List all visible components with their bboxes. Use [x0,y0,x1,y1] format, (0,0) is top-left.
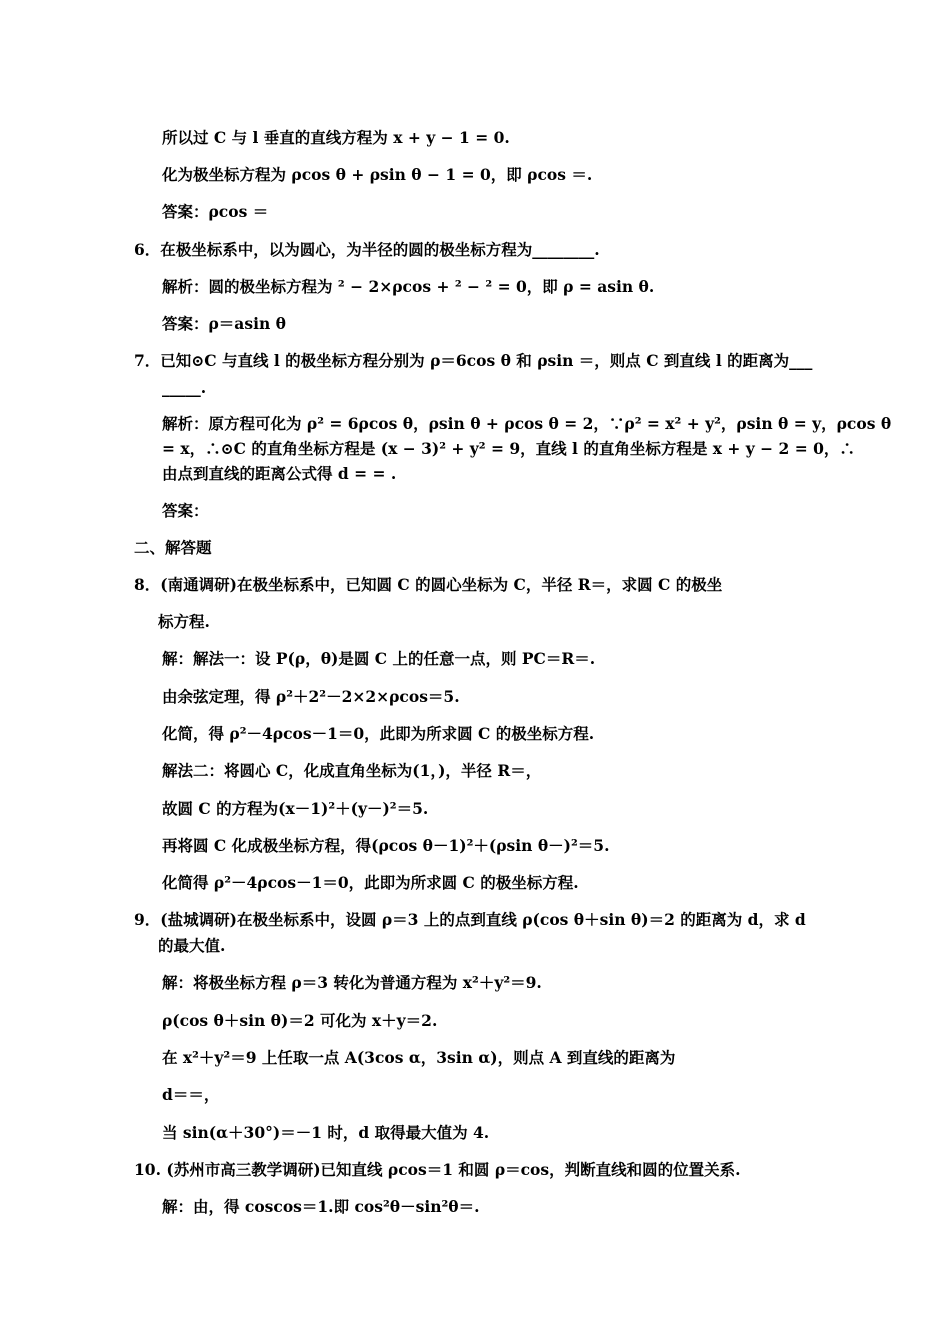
text-line: 解：将极坐标方程 ρ＝3 转化为普通方程为 x²＋y²＝9. [162,973,542,992]
text-line: 解析：圆的极坐标方程为 ² − 2×ρcos + ² − ² = 0，即 ρ = asin θ. [162,277,655,296]
text-line: 化简得 ρ²－4ρcos－1＝0，此即为所求圆 C 的极坐标方程. [162,873,579,892]
text-line: 7．已知⊙C 与直线 l 的极坐标方程分别为 ρ＝6cos θ 和 ρsin ＝，则点 C 到直线 l 的距离为___ [134,351,813,370]
text-line: 在 x²＋y²＝9 上任取一点 A(3cos α，3sin α)，则点 A 到直线的距离为 [162,1048,676,1067]
text-line: 所以过 C 与 l 垂直的直线方程为 x + y − 1 = 0. [162,128,510,147]
text-line: 由点到直线的距离公式得 d = = . [162,464,397,483]
text-line: 答案：ρcos ＝ [162,202,269,221]
text-line: 标方程. [158,612,210,631]
text-line: 二、解答题 [134,538,212,557]
text-line: 再将圆 C 化成极坐标方程，得(ρcos θ－1)²＋(ρsin θ－)²＝5. [162,836,610,855]
text-line: d＝＝， [162,1085,220,1104]
text-line: 化简，得 ρ²－4ρcos－1＝0，此即为所求圆 C 的极坐标方程. [162,724,595,743]
text-line: 故圆 C 的方程为(x－1)²＋(y－)²＝5. [162,799,429,818]
text-line: 由余弦定理，得 ρ²＋2²－2×2×ρcos＝5. [162,687,460,706]
text-line: 10. (苏州市高三教学调研)已知直线 ρcos＝1 和圆 ρ＝cos，判断直线和圆的位置关系. [134,1160,741,1179]
text-line: 当 sin(α＋30°)＝－1 时，d 取得最大值为 4. [162,1123,490,1142]
text-line: 的最大值. [158,936,226,955]
text-line: 解：由，得 coscos＝1.即 cos²θ－sin²θ＝. [162,1197,480,1216]
text-line: = x，∴⊙C 的直角坐标方程是 (x − 3)² + y² = 9，直线 l 的直角坐标方程是 x + y − 2 = 0，∴ [162,439,855,458]
text-line: 解析：原方程可化为 ρ² = 6ρcos θ，ρsin θ + ρcos θ = 2，∵ρ² = x² + y²，ρsin θ = y，ρcos θ [162,414,892,433]
text-line: 答案： [162,501,209,520]
text-line: ρ(cos θ＋sin θ)＝2 可化为 x＋y＝2. [162,1011,438,1030]
text-line: 化为极坐标方程为 ρcos θ + ρsin θ − 1 = 0，即 ρcos ＝. [162,165,593,184]
text-line: _____. [162,378,207,397]
text-line: 9．(盐城调研)在极坐标系中，设圆 ρ＝3 上的点到直线 ρ(cos θ＋sin θ)＝2 的距离为 d，求 d [134,910,806,929]
text-line: 6．在极坐标系中，以为圆心，为半径的圆的极坐标方程为________. [134,240,600,259]
text-line: 8．(南通调研)在极坐标系中，已知圆 C 的圆心坐标为 C，半径 R＝，求圆 C 的极坐 [134,575,723,594]
text-line: 解：解法一：设 P(ρ，θ)是圆 C 上的任意一点，则 PC＝R＝. [162,649,596,668]
text-line: 答案：ρ＝asin θ [162,314,286,333]
text-line: 解法二：将圆心 C，化成直角坐标为(1，)，半径 R＝， [162,761,542,780]
